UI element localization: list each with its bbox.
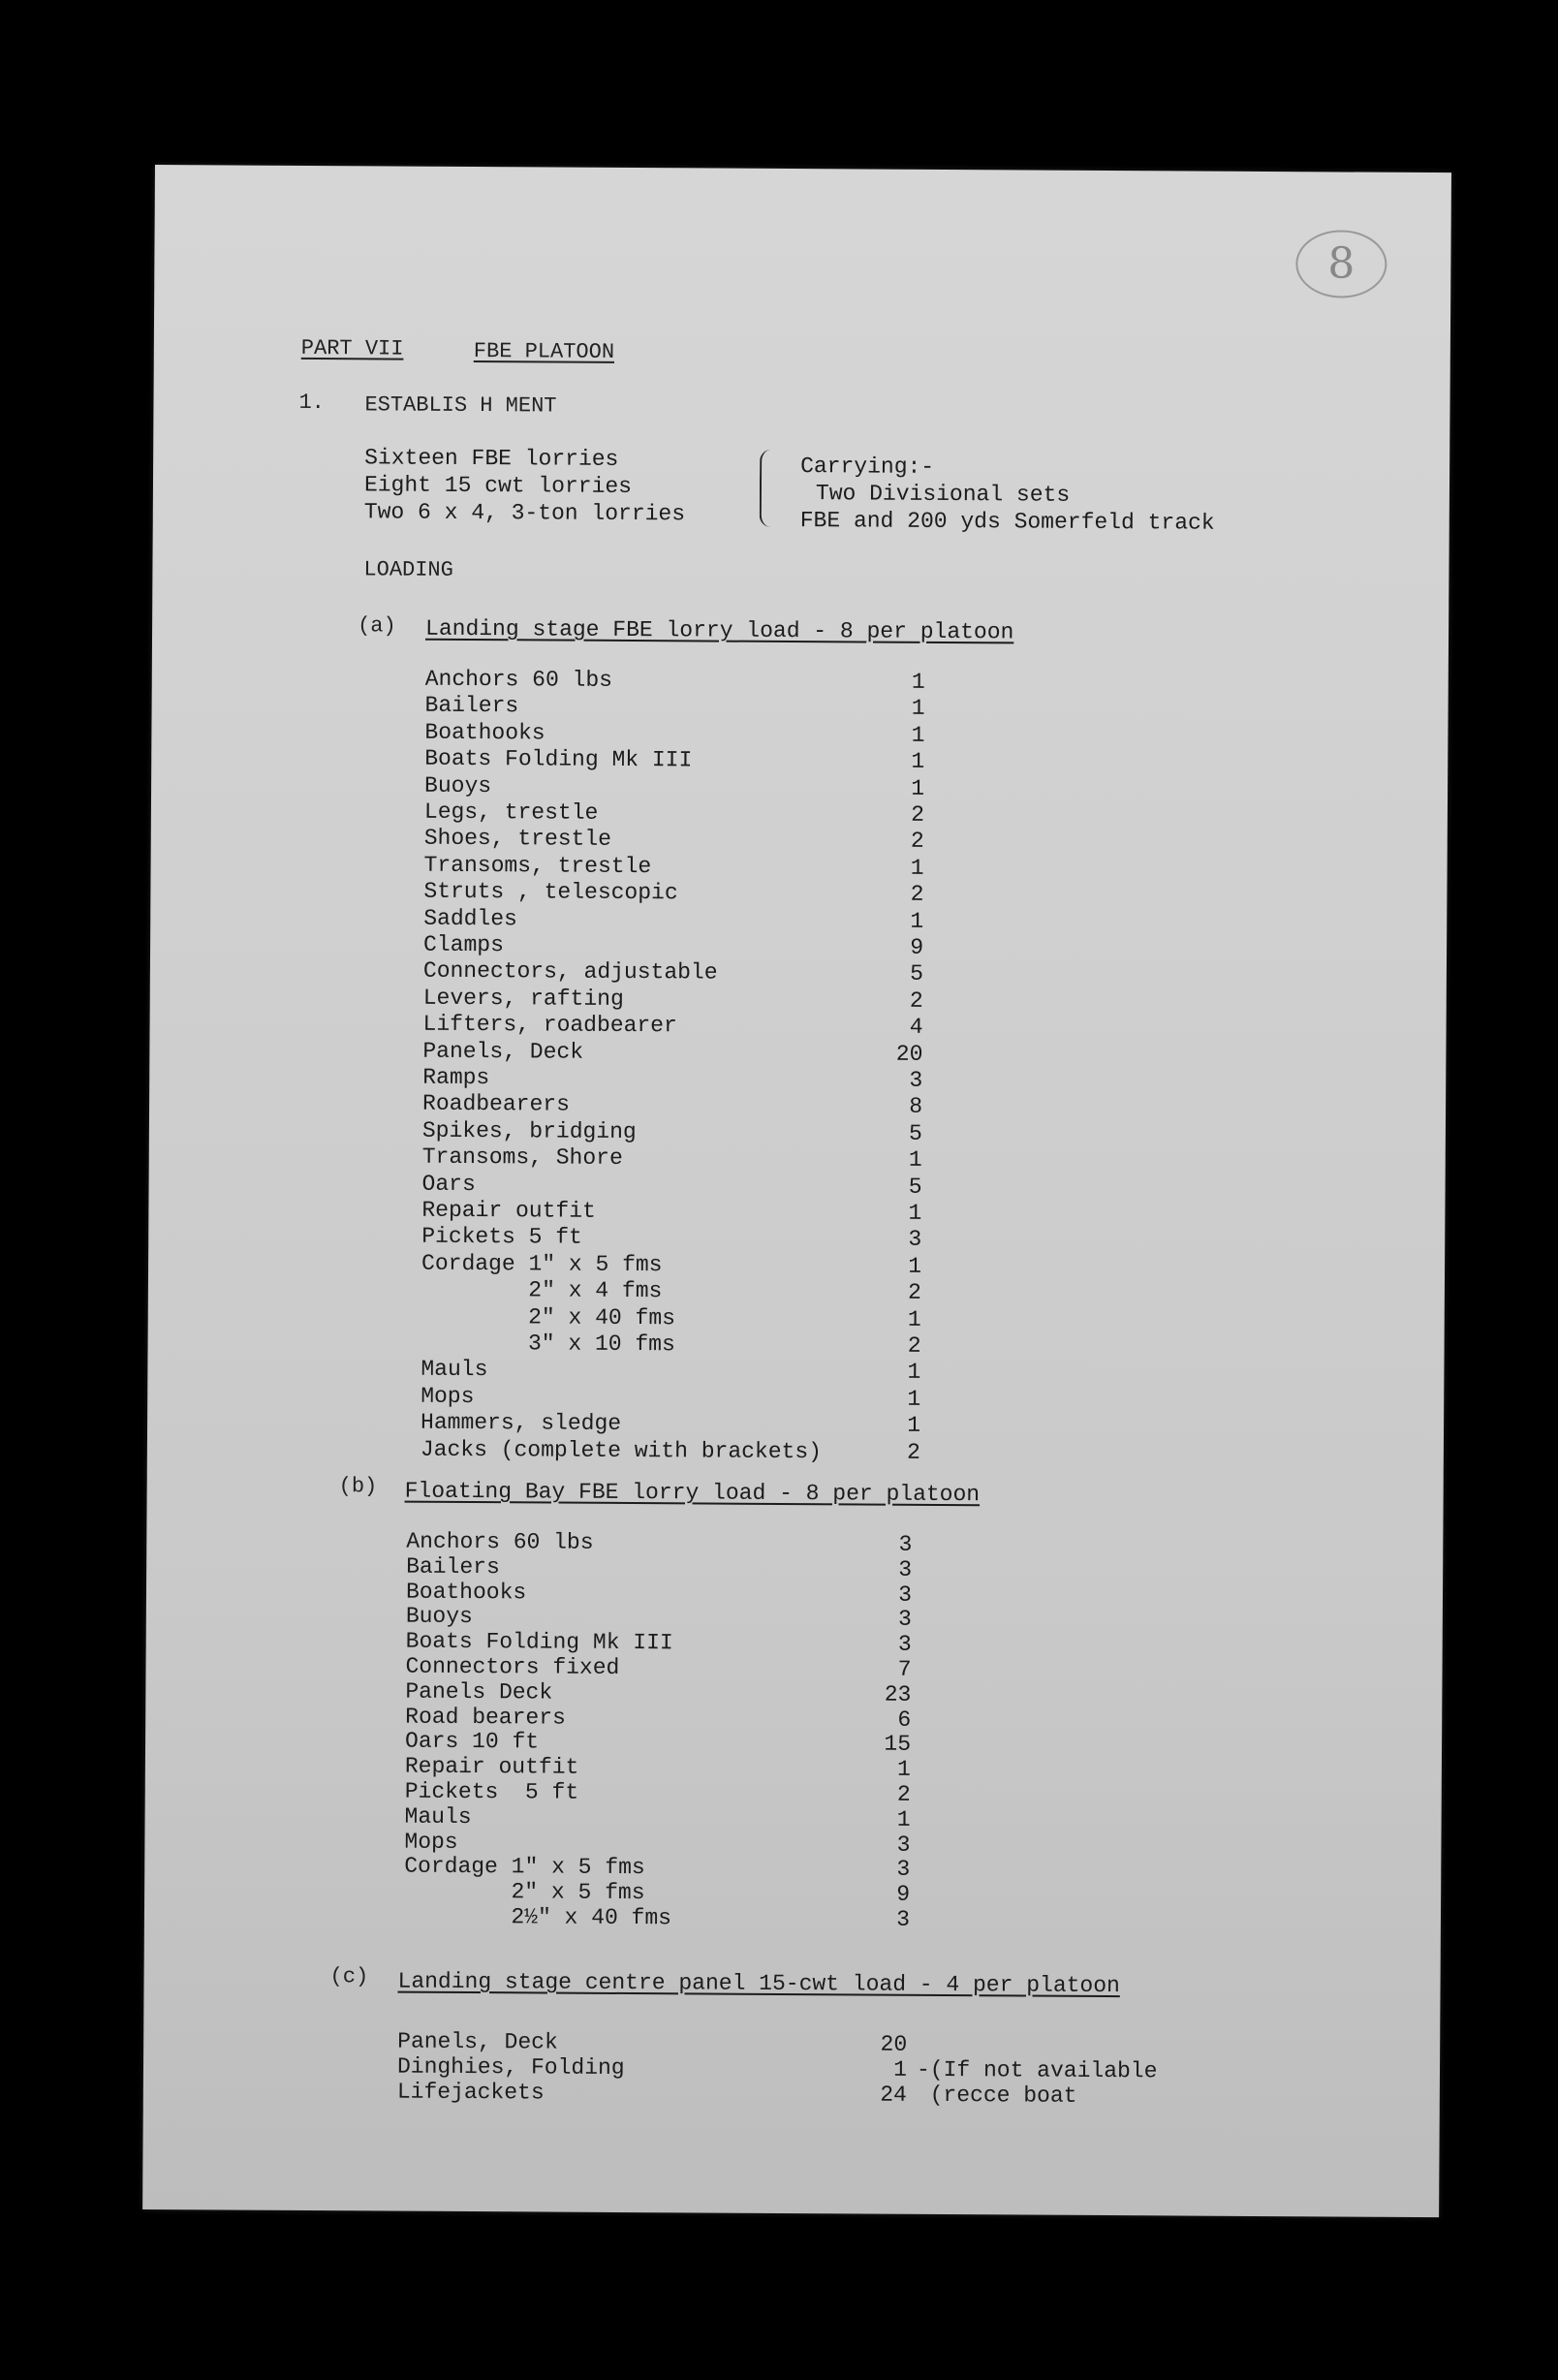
item-name: Lifters, roadbearer [422, 1011, 677, 1039]
section-c-label: (c) [329, 1964, 369, 1989]
item-quantity: 1 [911, 669, 925, 695]
item-quantity: 2 [909, 987, 923, 1014]
item-quantity: 24 [880, 2082, 907, 2108]
item-quantity: 5 [908, 1174, 922, 1200]
carrying-line: FBE and 200 yds Somerfeld track [799, 508, 1215, 536]
item-name: Ramps [422, 1064, 490, 1091]
item-quantity: 3 [897, 1631, 912, 1657]
item-quantity: 9 [896, 1881, 911, 1907]
carrying-line: Two Divisional sets [815, 481, 1071, 508]
section-c-note: -(If not available [916, 2056, 1158, 2084]
item-name: Buoys [405, 1604, 473, 1630]
item-name: Hammers, sledge [420, 1409, 622, 1437]
item-quantity: 23 [884, 1681, 912, 1707]
item-name: Connectors, adjustable [422, 958, 718, 986]
item-name: Boathooks [424, 719, 545, 746]
brace-divider [760, 450, 775, 527]
item-quantity: 3 [896, 1857, 911, 1883]
section-a-title: Landing stage FBE lorry load - 8 per platoon [425, 615, 1014, 645]
item-quantity: 1 [907, 1412, 921, 1439]
item-name: Bailers [406, 1553, 500, 1580]
item-quantity: 1 [908, 1200, 922, 1226]
item-name: Anchors 60 lbs [424, 666, 613, 693]
item-quantity: 1 [911, 696, 925, 722]
item-name: Oars 10 ft [404, 1728, 540, 1755]
item-name: Jacks (complete with brackets) [420, 1436, 823, 1464]
item-quantity: 1 [907, 1306, 921, 1332]
section-c-title: Landing stage centre panel 15-cwt load - 4 per platoon [397, 1968, 1120, 1999]
item-quantity: 1 [908, 1146, 922, 1174]
item-quantity: 3 [896, 1832, 911, 1858]
item-name: Boats Folding Mk III [405, 1628, 673, 1656]
item-name: Mauls [421, 1357, 488, 1383]
item-name: Panels, Deck [422, 1038, 584, 1065]
item-name: 2" x 40 fms [421, 1303, 676, 1331]
item-name: Oars [421, 1171, 476, 1197]
item-quantity: 1 [896, 1806, 911, 1832]
item-name: Legs, trestle [423, 799, 599, 826]
item-name: Buoys [424, 772, 492, 799]
item-name: Transoms, trestle [423, 852, 652, 879]
item-name: 2" x 5 fms [404, 1878, 645, 1906]
item-name: Boats Folding Mk III [424, 745, 693, 773]
item-quantity: 3 [898, 1581, 913, 1608]
item-name: Dinghies, Folding [396, 2053, 625, 2081]
item-quantity: 7 [897, 1656, 912, 1682]
item-quantity: 9 [910, 934, 924, 960]
item-name: Shoes, trestle [423, 826, 612, 853]
item-quantity: 3 [898, 1531, 913, 1557]
item-quantity: 15 [884, 1732, 912, 1758]
item-name: Boathooks [405, 1579, 527, 1605]
document-page [142, 165, 1451, 2217]
item-quantity: 8 [909, 1094, 923, 1120]
section-b-label: (b) [338, 1474, 378, 1499]
item-quantity: 2 [907, 1332, 921, 1359]
item-quantity: 1 [911, 748, 925, 775]
page-title: FBE PLATOON [473, 339, 615, 364]
item-name: Panels Deck [405, 1678, 553, 1706]
item-quantity: 3 [896, 1906, 911, 1932]
item-name: Saddles [423, 905, 517, 931]
item-quantity: 3 [897, 1607, 912, 1633]
item-name: Pickets 5 ft [421, 1224, 582, 1251]
item-quantity: 2 [910, 881, 924, 908]
item-name: Roadbearers [422, 1091, 570, 1118]
carrying-line: Carrying:- [800, 454, 935, 480]
item-name: Clamps [423, 931, 504, 958]
vehicle-line: Sixteen FBE lorries [364, 445, 619, 472]
item-name: Repair outfit [421, 1197, 596, 1224]
establishment-heading: ESTABLIS H MENT [364, 392, 557, 419]
item-quantity: 1 [897, 1756, 911, 1782]
item-quantity: 1 [911, 722, 925, 748]
item-quantity: 3 [909, 1067, 923, 1093]
item-quantity: 2 [907, 1439, 920, 1465]
item-name: Repair outfit [404, 1753, 579, 1780]
item-quantity: 2 [896, 1781, 911, 1807]
item-quantity: 3 [908, 1227, 922, 1253]
vehicle-line: Eight 15 cwt lorries [363, 472, 633, 500]
item-quantity: 20 [895, 1041, 923, 1067]
loading-heading: LOADING [363, 557, 453, 582]
item-name: Mauls [404, 1803, 472, 1830]
item-name: 2" x 4 fms [421, 1276, 663, 1304]
item-name: Panels, Deck [397, 2028, 558, 2055]
item-name: Bailers [424, 693, 519, 719]
item-quantity: 2 [911, 801, 924, 828]
item-quantity: 1 [911, 775, 925, 801]
item-quantity: 1 [907, 1386, 921, 1412]
item-name: Spikes, bridging [421, 1117, 637, 1144]
item-name: Levers, rafting [422, 985, 624, 1012]
item-name: Pickets 5 ft [404, 1778, 579, 1805]
part-label: PART VII [300, 335, 404, 361]
item-quantity: 20 [880, 2031, 908, 2057]
item-name: Lifejackets [396, 2079, 545, 2106]
item-name: Cordage 1" x 5 fms [404, 1853, 645, 1881]
vehicle-line: Two 6 x 4, 3-ton lorries [363, 499, 686, 527]
item-name: Mops [421, 1383, 475, 1409]
section-a-label: (a) [358, 613, 396, 639]
item-name: Anchors 60 lbs [406, 1528, 594, 1555]
item-quantity: 1 [893, 2056, 908, 2082]
item-quantity: 1 [908, 1253, 922, 1279]
item-name: Transoms, Shore [421, 1143, 623, 1172]
item-name: Connectors fixed [405, 1653, 620, 1680]
item-name: Struts , telescopic [423, 878, 678, 906]
section-number: 1. [298, 390, 325, 416]
item-quantity: 6 [897, 1707, 912, 1733]
item-quantity: 5 [909, 1120, 922, 1146]
item-quantity: 1 [907, 1360, 921, 1386]
item-quantity: 1 [910, 908, 924, 934]
item-name: Mops [404, 1829, 458, 1855]
section-c-note: (recce boat [916, 2082, 1077, 2109]
page-number-stamp: 8 [1295, 230, 1387, 298]
item-name: Cordage 1" x 5 fms [421, 1250, 663, 1278]
item-quantity: 1 [910, 855, 924, 881]
item-name: 2½" x 40 fms [403, 1903, 672, 1931]
item-quantity: 2 [908, 1279, 921, 1306]
item-name: 3" x 10 fms [421, 1330, 675, 1358]
section-b-title: Floating Bay FBE lorry load - 8 per platoon [404, 1478, 981, 1508]
item-name: Road bearers [405, 1704, 566, 1731]
item-quantity: 3 [898, 1556, 913, 1582]
item-quantity: 4 [909, 1014, 923, 1041]
item-quantity: 2 [910, 829, 924, 855]
item-quantity: 5 [910, 961, 923, 987]
